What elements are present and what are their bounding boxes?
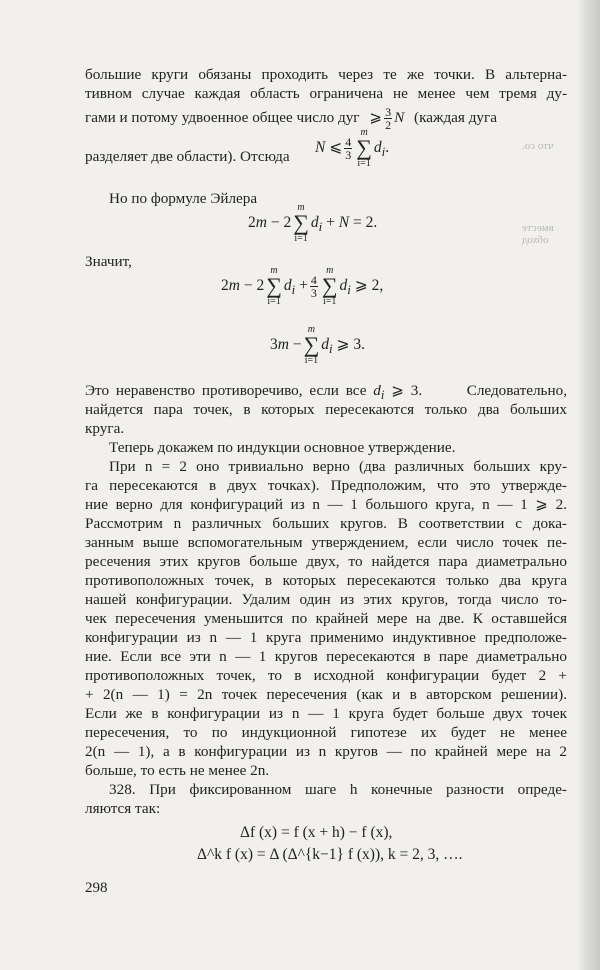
formula-result: 3m − m ∑ i=1 $d_i$ ⩾ 3.	[270, 324, 365, 366]
text-line: противоположных точек, в которых пересекаются только два круга	[85, 572, 567, 589]
formula-di: $d_i$	[373, 382, 385, 403]
text-line: круга.	[85, 420, 125, 437]
text-line: 328. При фиксированном шаге h конечные разности опреде-	[109, 781, 567, 798]
text-line: найдется пара точек, в которых пересекаются только два больших	[85, 401, 567, 418]
text-line: Это неравенство противоречиво, если все $d_i$ ⩾ 3. Следовательно,	[85, 382, 567, 403]
text-line: чек пересечения уменьшится по крайней мере на две. К оставшейся	[85, 610, 567, 627]
text-line: занным выше вспомогательным утверждением, если число точек пе-	[85, 534, 567, 551]
text-line: противоположных точек, то в исходной конфигурации будет 2 +	[85, 667, 567, 684]
text-line: тивном случае каждая область ограничена не менее чем тремя ду-	[85, 85, 567, 102]
bleed-through-text: что со.	[522, 140, 554, 152]
text-line: ресечения этих кругов больше двух, то найдется пара диаметрально	[85, 553, 567, 570]
text-line: больше, то есть не менее 2n.	[85, 762, 270, 779]
text-line: Значит,	[85, 253, 132, 270]
text-line: ние верно для конфигураций из n — 1 большого круга, n — 1 ⩾ 2.	[85, 496, 567, 513]
formula-deltak: Δ^k f (x) = Δ (Δ^{k−1} f (x)), k = 2, 3, ….	[197, 846, 463, 863]
bleed-through-text: вместе	[522, 222, 554, 234]
text-line: Если же в конфигурации из n — 1 круга будет больше двух точек	[85, 705, 567, 722]
text-fragment: (каждая дуга	[414, 108, 497, 126]
text-line: нашей конфигурации. Удалим один из этих кругов, тогда число то-	[85, 591, 567, 608]
formula-euler: 2m − 2 m ∑ i=1 $d_i + N = 2$.	[248, 202, 378, 244]
text-line: га пересекаются в двух точках). Предположим, что это утвержде-	[85, 477, 567, 494]
text-fragment: Это неравенство противоречиво, если все	[85, 382, 367, 399]
text-line: большие круги обязаны проходить через те же точки. В альтерна-	[85, 66, 567, 83]
text-line: При n = 2 оно тривиально верно (два различных больших кру-	[109, 458, 567, 475]
text-line: конфигурации из n — 1 круга применимо индуктивное предположе-	[85, 629, 567, 646]
page-number: 298	[85, 880, 108, 896]
text-line: + 2(n — 1) = 2n точек пересечения (как и в авторском решении).	[85, 686, 567, 703]
text-line: 2(n — 1), а в конфигурации из n кругов — по крайней мере на 2	[85, 743, 567, 760]
text-line: Но по формуле Эйлера	[109, 190, 258, 207]
text-fragment: гами и потому удвоенное общее число дуг	[85, 108, 360, 126]
text-fragment: Следовательно,	[466, 382, 567, 399]
bleed-through-text: обход	[522, 234, 549, 246]
text-line: пересечения, то по индукционной гипотезе их будет не менее	[85, 724, 567, 741]
formula-n-bound: N ⩽ $\frac{4}{3}$ m ∑ i=1 $d_i$.	[315, 127, 390, 169]
text-line: Рассмотрим n различных больших кругов. В соответствии с дока-	[85, 515, 567, 532]
formula-delta1: Δf (x) = f (x + h) − f (x),	[240, 824, 393, 841]
formula-combined: 2m − 2 m ∑ i=1 $d_i$ + $\frac{4}{3}$ m ∑ i=1 $d_i$ ⩾ 2,	[221, 265, 384, 307]
text-fragment: разделяет две области). Отсюда	[85, 148, 290, 165]
page-edge-shadow	[578, 0, 600, 970]
text-line: Теперь докажем по индукции основное утверждение.	[109, 439, 456, 456]
text-line: ние. Если все эти n — 1 кругов пересекаются в паре диаметрально	[85, 648, 567, 665]
formula-arcs: ⩾ $\frac{3}{2}$ N	[369, 105, 405, 132]
text-line: ляются так:	[85, 800, 161, 817]
